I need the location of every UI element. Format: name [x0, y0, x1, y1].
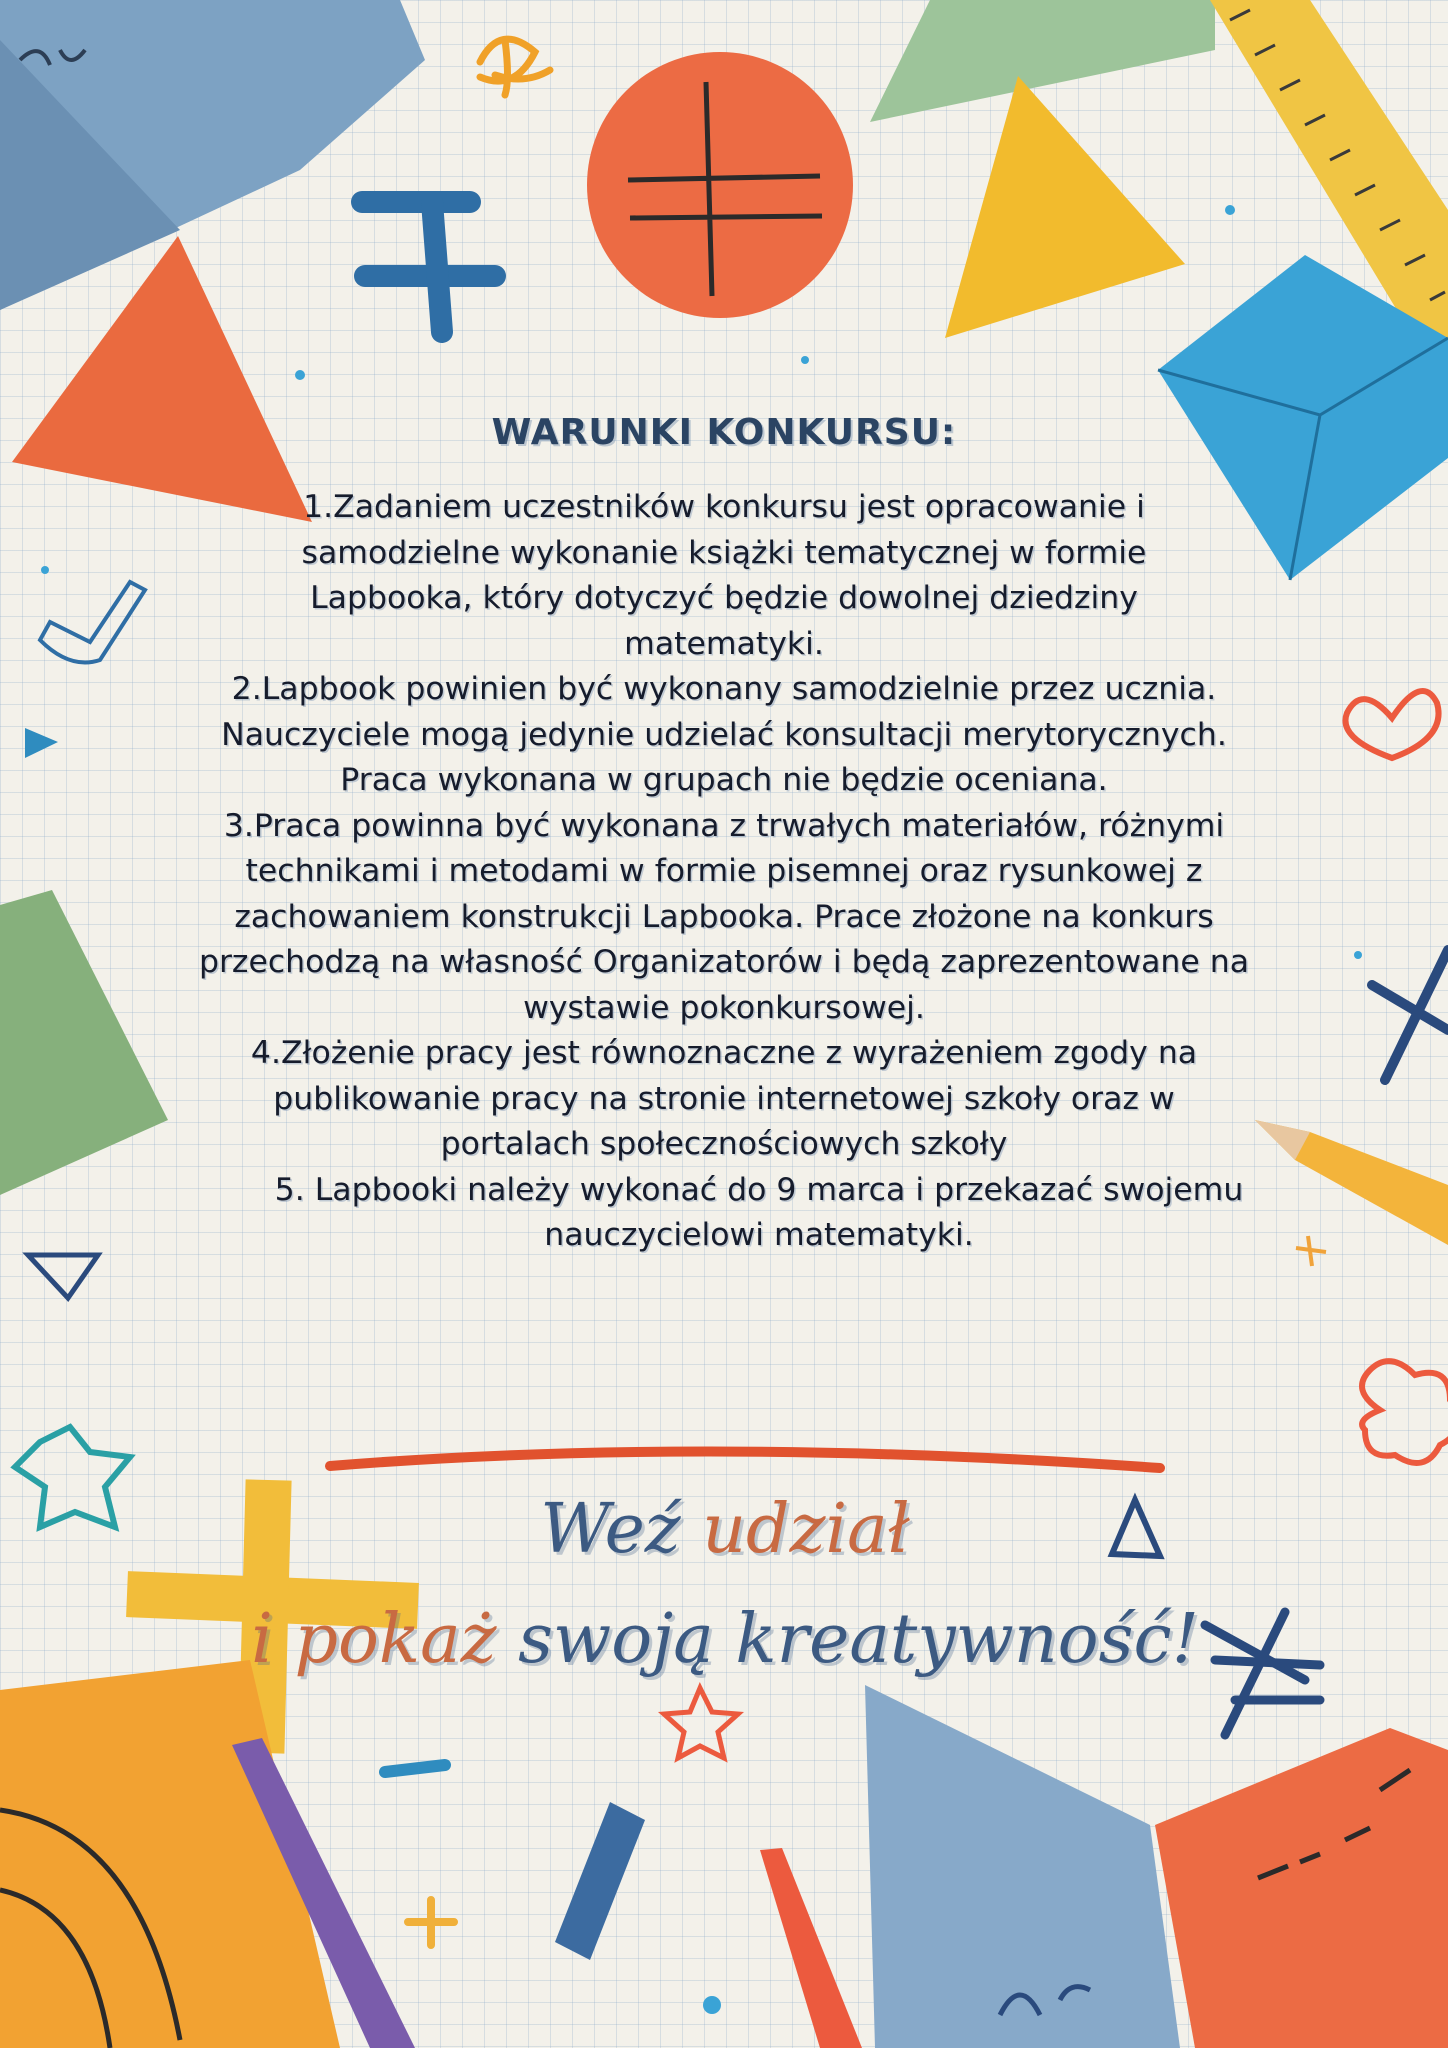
rule-item-3: 3.Praca powinna być wykonana z trwałych materiałów, różnymi technikami i metodami w formie pisemnej oraz rysunkowej z zachowaniem konstrukcji Lapbooka. Prace złożone na konkurs przechodzą na własność Organizatorów i będą zaprezentowane na wystawie pokonkursowej. [198, 807, 1250, 1026]
orange-doodle-top [480, 39, 550, 95]
yellow-triangle [945, 76, 1185, 338]
orange-star-small [664, 1688, 738, 1758]
orange-flower-doodle [1362, 1361, 1448, 1463]
orange-envelope-bottom-right [1155, 1728, 1448, 2048]
blue-cross-mark [362, 202, 495, 332]
rule-item-2: 2.Lapbook powinien być wykonany samodzielnie przez ucznia. Nauczyciele mogą jedynie udzielać konsultacji merytorycznych. Praca wykonana w grupach nie będzie oceniana. [221, 671, 1227, 798]
rule-item-4: 4.Złożenie pracy jest równoznaczne z wyrażeniem zgody na publikowanie pracy na stronie internetowej szkoły oraz w portalach społecznościowych szkoły [250, 1035, 1198, 1162]
orange-circle-symbol [587, 52, 853, 318]
rule-item-5: 5. Lapbooki należy wykonać do 9 marca i przekazać swojemu nauczycielowi matematyki. [274, 1171, 1244, 1253]
blue-paper-top-left [0, 0, 425, 310]
page-title: WARUNKI KONKURSU: [491, 412, 957, 453]
call-to-action-line-2 [160, 1600, 1290, 1679]
orange-underline [330, 1451, 1160, 1468]
heart-doodle [1345, 691, 1438, 758]
red-pencil [760, 1848, 862, 2048]
rules-section [120, 412, 1328, 1259]
blue-x-mark-right [1372, 950, 1448, 1080]
small-blue-triangle-left [25, 728, 58, 758]
rule-item-1: 1.Zadaniem uczestników konkursu jest opracowanie i samodzielne wykonanie książki tematycznej w formie Lapbooka, który dotyczyć będzie dowolnej dziedziny matematyki. [301, 489, 1147, 662]
blue-dash [385, 1765, 445, 1772]
rules-list [120, 485, 1328, 1259]
cta-word-part: udział [702, 1490, 910, 1569]
teal-star-doodle [15, 1427, 130, 1527]
cta-word-take: Weź [540, 1490, 681, 1569]
blue-crayon [555, 1802, 645, 1960]
triangle-outline-left [28, 1255, 98, 1298]
cta-phrase-show: i pokaż [251, 1600, 497, 1679]
call-to-action-line-1 [160, 1490, 1290, 1569]
cta-phrase-creativity: swoją kreatywność! [518, 1600, 1199, 1679]
orange-plus-bottom [408, 1900, 454, 1945]
blue-envelope-bottom [865, 1685, 1180, 2048]
